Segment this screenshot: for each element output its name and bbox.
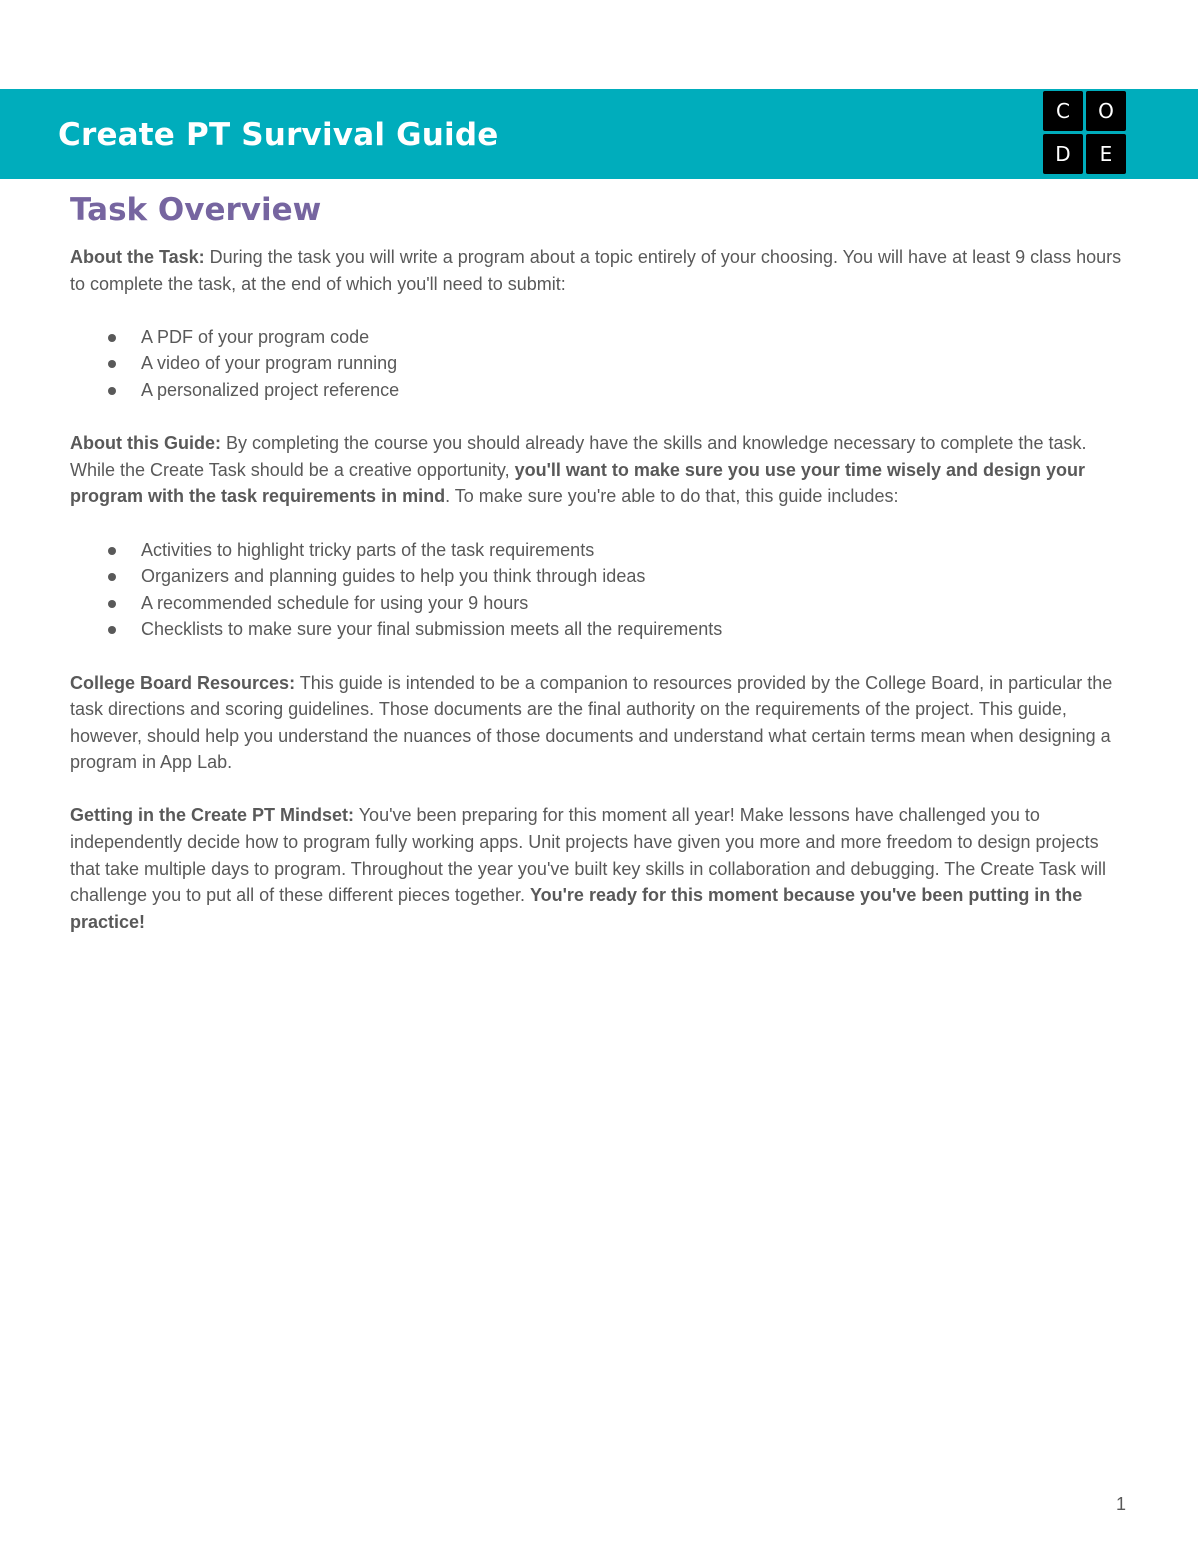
about-guide-text: By completing the course you should already have the skills and knowledge necessary to complete the task. While the Create Task should be a creative opportunity, (70, 433, 1087, 480)
document-title: Create PT Survival Guide (58, 117, 499, 153)
code-logo (1043, 91, 1126, 174)
bullet-icon (108, 626, 116, 634)
list-item (141, 350, 1130, 377)
list-item (141, 537, 1130, 564)
submission-list (70, 324, 1130, 404)
guide-includes-list (70, 537, 1130, 643)
bullet-icon (108, 387, 116, 395)
logo-letter-d: D (1043, 134, 1083, 174)
about-guide-text-end: . To make sure you're able to do that, this guide includes: (445, 486, 899, 507)
mindset-text: You've been preparing for this moment all year! Make lessons have challenged you to independently decide how to program fully working apps. Unit projects have given you more and more freedom to design projects that take multiple days to program. Throughout the year you've built key skills in collaboration and debugging. The Create Task will challenge you to put all of these different pieces together. (70, 805, 1107, 906)
list-item (141, 563, 1130, 590)
about-guide-paragraph (70, 430, 1130, 510)
college-board-label: College Board Resources: (70, 672, 296, 693)
list-item-text: Checklists to make sure your final submission meets all the requirements (141, 619, 723, 640)
logo-letter-e: E (1086, 134, 1126, 174)
mindset-label: Getting in the Create PT Mindset: (70, 805, 355, 826)
logo-letter-c: C (1043, 91, 1083, 131)
page-number: 1 (1116, 1494, 1127, 1514)
about-guide-label: About this Guide: (70, 433, 221, 454)
list-item-text: A recommended schedule for using your 9 hours (141, 592, 529, 613)
about-task-label: About the Task: (70, 247, 205, 267)
bullet-icon (108, 573, 116, 581)
about-task-paragraph (70, 244, 1130, 297)
about-task-text: During the task you will write a program about a topic entirely of your choosing. You will have at least 9 class hours to complete the task, at the end of which you'll need to submit: (70, 247, 1122, 294)
list-item-text: A video of your program running (141, 353, 398, 374)
college-board-text: This guide is intended to be a companion to resources provided by the College Board, in particular the task directions and scoring guidelines. Those documents are the final authority on the requirements of the project. This guide, however, should help you understand the nuances of those documents and understand what certain terms mean when designing a program in App Lab. (70, 672, 1113, 773)
college-board-paragraph (70, 670, 1130, 776)
list-item-text: Activities to highlight tricky parts of the task requirements (141, 539, 595, 560)
mindset-emphasis: You're ready for this moment because you've been putting in the practice! (70, 885, 1083, 932)
list-item-text: A personalized project reference (141, 379, 400, 400)
list-item-text: Organizers and planning guides to help you think through ideas (141, 566, 646, 587)
list-item (141, 377, 1130, 404)
bullet-icon (108, 600, 116, 608)
bullet-icon (108, 334, 116, 342)
list-item (141, 616, 1130, 643)
about-guide-emphasis: you'll want to make sure you use your time wisely and design your program with the task requirements in mind (70, 459, 1086, 507)
section-heading: Task Overview (70, 192, 322, 228)
mindset-paragraph (70, 802, 1130, 935)
logo-letter-o: O (1086, 91, 1126, 131)
document-body (70, 244, 1130, 935)
bullet-icon (108, 360, 116, 368)
list-item-text: A PDF of your program code (141, 326, 370, 347)
list-item (141, 590, 1130, 617)
bullet-icon (108, 547, 116, 555)
list-item (141, 324, 1130, 351)
